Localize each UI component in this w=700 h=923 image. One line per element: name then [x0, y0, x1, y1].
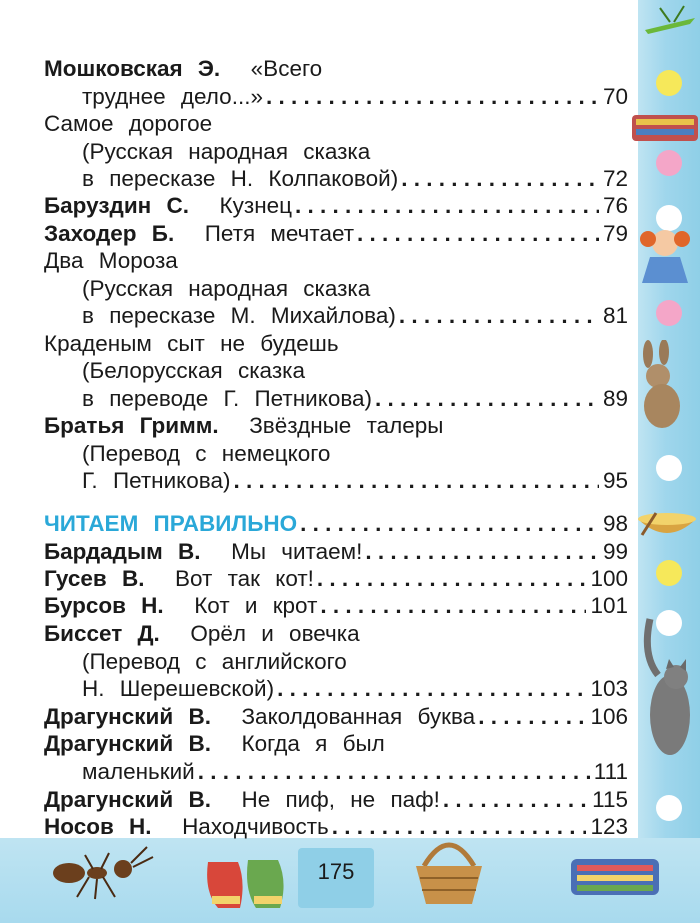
toc-line — [82, 648, 628, 676]
toc-title: труднее дело...» — [82, 84, 263, 109]
toc-leader-dots — [332, 813, 587, 841]
toc-title: Не пиф, не паф! — [241, 787, 440, 812]
toc-leader-dots — [198, 758, 590, 786]
toc-title: «Всего — [250, 56, 323, 81]
yellow-dot — [656, 560, 682, 586]
toc-line — [44, 786, 628, 814]
toc-line — [44, 330, 628, 358]
toc-line — [82, 275, 628, 303]
yellow-dot — [656, 70, 682, 96]
toc-leader-dots — [365, 538, 599, 566]
toc-line — [82, 302, 628, 330]
toc-title: Н. Шерешевской) — [82, 676, 275, 701]
toc-line — [44, 412, 628, 440]
toc-page-number: 79 — [602, 221, 628, 246]
grasshopper-icon — [640, 0, 700, 40]
toc-title: Кот и крот — [194, 593, 318, 618]
toc-title: Самое дорогое — [44, 111, 213, 136]
toc-leader-dots — [399, 302, 599, 330]
toc-line — [82, 357, 628, 385]
bowl-icon — [634, 505, 700, 543]
toc-leader-dots — [443, 786, 588, 814]
basket-icon — [410, 830, 488, 910]
toc-line — [44, 620, 628, 648]
toc-author: Бурсов Н. — [44, 593, 164, 618]
toc-title: в пересказе М. Михайлова) — [82, 303, 396, 328]
toc-author: Бардадым В. — [44, 539, 201, 564]
white-dot — [656, 455, 682, 481]
toc-leader-dots — [357, 220, 599, 248]
toc-line — [44, 192, 628, 220]
toc-line — [44, 813, 628, 841]
toc-page-number: 115 — [592, 787, 628, 812]
toc-author: Братья Гримм. — [44, 413, 219, 438]
toc-line — [44, 730, 628, 758]
toc-line — [82, 758, 628, 786]
toc-page-number: 101 — [590, 593, 628, 618]
toc-title: Г. Петникова) — [82, 468, 231, 493]
cat-icon — [636, 615, 700, 775]
toc-page-number: 76 — [602, 193, 628, 218]
toc-author: Баруздин С. — [44, 193, 189, 218]
toc-line — [44, 55, 628, 83]
toc-leader-dots — [266, 83, 599, 111]
toc-page-number: 103 — [590, 676, 628, 701]
toc-line — [82, 83, 628, 111]
mittens-icon — [200, 852, 290, 914]
white-dot — [656, 795, 682, 821]
toc-title: Звёздные талеры — [249, 413, 444, 438]
toc-leader-dots — [317, 565, 587, 593]
toc-title: Заколдованная буква — [241, 704, 476, 729]
doll-icon — [632, 225, 698, 287]
toc-title: Когда я был — [241, 731, 385, 756]
toc-title: Орёл и овечка — [190, 621, 360, 646]
toc-page-number: 123 — [590, 814, 628, 839]
pencil-case-icon — [628, 105, 700, 150]
toc-leader-dots — [277, 675, 586, 703]
toc-author: Драгунский В. — [44, 731, 211, 756]
page-number: 175 — [298, 848, 374, 908]
toc-line — [82, 675, 628, 703]
toc-page-number: 70 — [602, 84, 628, 109]
toc-title: Два Мороза — [44, 248, 178, 273]
toc-line — [82, 440, 628, 468]
toc-line — [44, 110, 628, 138]
toc-author: Носов Н. — [44, 814, 152, 839]
toc-line — [44, 592, 628, 620]
toc-title: (Перевод с английского — [82, 649, 347, 674]
toc-line — [44, 565, 628, 593]
toc-title: Находчивость — [182, 814, 329, 839]
toc-leader-dots — [375, 385, 599, 413]
toc-section-heading — [44, 510, 628, 538]
toc-line — [44, 538, 628, 566]
toc-page-number: 111 — [593, 759, 628, 784]
toc-title: в переводе Г. Петникова) — [82, 386, 373, 411]
toc-author: Мошковская Э. — [44, 56, 221, 81]
toc-author: Гусев В. — [44, 566, 145, 591]
toc-title: Краденым сыт не будешь — [44, 331, 339, 356]
toc-title: маленький — [82, 759, 195, 784]
toc-line — [44, 703, 628, 731]
ant-icon — [45, 835, 160, 905]
toc-page-number: 99 — [602, 539, 628, 564]
rabbit-icon — [628, 340, 698, 435]
toc-line — [82, 165, 628, 193]
toc-author: Биссет Д. — [44, 621, 160, 646]
section-title: ЧИТАЕМ ПРАВИЛЬНО — [44, 511, 298, 536]
toc-page-number: 106 — [590, 704, 628, 729]
toc-author: Заходер Б. — [44, 221, 175, 246]
toc-line — [44, 247, 628, 275]
toc-title: (Русская народная сказка — [82, 139, 371, 164]
toc-line — [82, 385, 628, 413]
toc-leader-dots — [320, 592, 586, 620]
toc-line — [44, 220, 628, 248]
toc-leader-dots — [401, 165, 599, 193]
toc-title: (Перевод с немецкого — [82, 441, 331, 466]
toc-title: Вот так кот! — [174, 566, 314, 591]
pink-dot — [656, 150, 682, 176]
toc-title: Мы читаем! — [231, 539, 363, 564]
toc-leader-dots — [478, 703, 586, 731]
toc-page-number: 81 — [602, 303, 628, 328]
pencil-case-icon — [565, 845, 665, 907]
toc-title: Кузнец — [219, 193, 293, 218]
toc-leader-dots — [234, 467, 599, 495]
toc-author: Драгунский В. — [44, 787, 211, 812]
pink-dot — [656, 300, 682, 326]
toc-page-number: 89 — [602, 386, 628, 411]
toc-title: Петя мечтает — [204, 221, 355, 246]
toc-leader-dots — [295, 192, 599, 220]
toc-title: (Белорусская сказка — [82, 358, 305, 383]
toc-page-number: 100 — [590, 566, 628, 591]
toc-title: (Русская народная сказка — [82, 276, 371, 301]
toc-leader-dots — [300, 510, 599, 538]
toc-author: Драгунский В. — [44, 704, 211, 729]
toc-page-number: 72 — [602, 166, 628, 191]
toc-line — [82, 138, 628, 166]
toc-line — [82, 467, 628, 495]
toc-page-number: 95 — [602, 468, 628, 493]
toc-title: в пересказе Н. Колпаковой) — [82, 166, 399, 191]
toc-page-number: 98 — [602, 511, 628, 536]
